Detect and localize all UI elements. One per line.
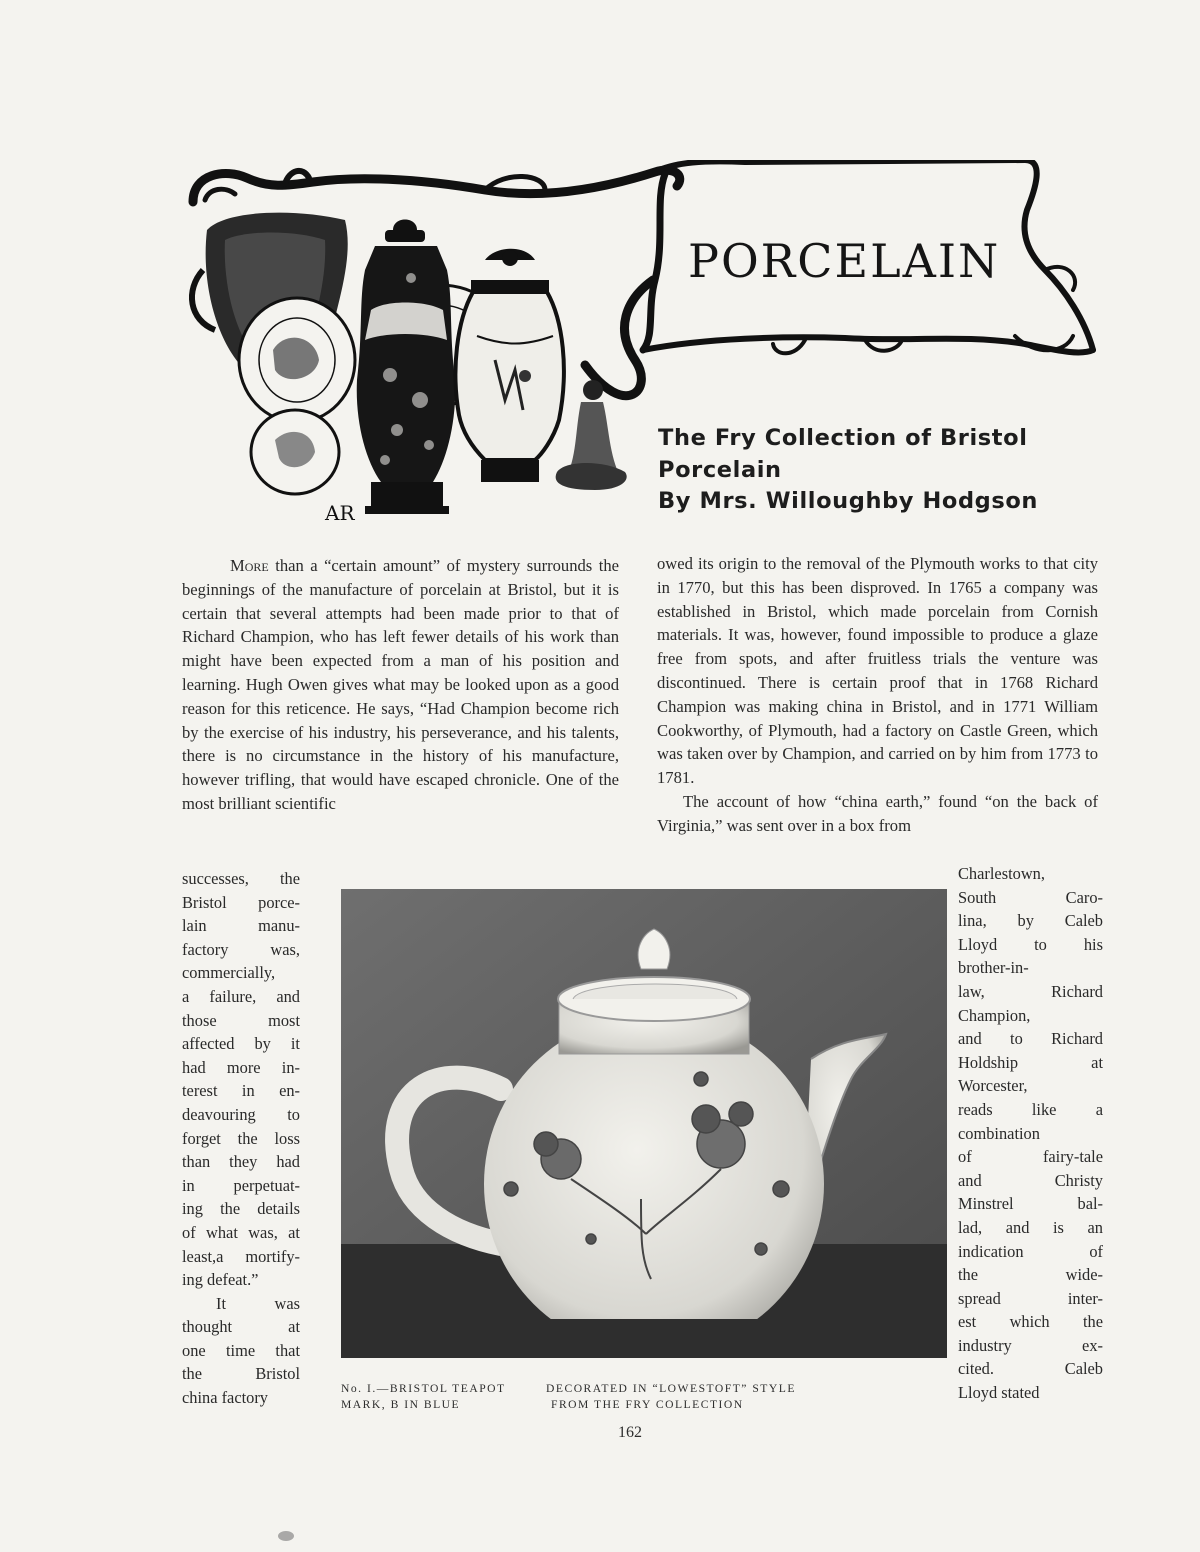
wrap-line-right: of fairy-tale — [958, 1147, 1103, 1167]
caption-line-2-right: FROM THE FRY COLLECTION — [551, 1398, 744, 1411]
wrap-text-left — [182, 867, 300, 1410]
body-column-left — [182, 554, 619, 816]
wrap-line-right: Lloyd stated — [958, 1383, 1040, 1403]
article-title — [658, 423, 1128, 518]
body-column-right — [657, 552, 1098, 838]
wrap-line-right: lad, and is an — [958, 1217, 1103, 1237]
wrap-line-right: Lloyd to his — [958, 934, 1103, 954]
wrap-line-left: the Bristol — [182, 1364, 300, 1384]
wrap-line-left: successes, the — [182, 869, 300, 888]
wrap-line-left: ing the details — [182, 1199, 300, 1219]
wrap-line-right: Holdship at — [958, 1052, 1103, 1072]
wrap-line-right: spread inter- — [958, 1288, 1103, 1308]
wrap-line-left: one time that — [182, 1340, 300, 1360]
wrap-line-right: combination — [958, 1123, 1040, 1143]
print-smudge — [278, 1531, 294, 1541]
wrap-line-left: china factory — [182, 1388, 269, 1408]
dark-vase-drawing — [357, 220, 456, 515]
wrap-line-left: Bristol porce- — [182, 892, 300, 912]
caption-line-1-left: No. I.—BRISTOL TEAPOT — [341, 1382, 506, 1395]
wrap-line-left: commercially, — [182, 963, 276, 983]
wrap-line-left: a failure, and — [182, 986, 300, 1006]
caption-line-2-left: MARK, B IN BLUE — [341, 1398, 461, 1411]
wrap-line-right: Worcester, — [958, 1076, 1028, 1096]
wrap-text-right — [958, 862, 1103, 1405]
right-column-paragraph-1: owed its origin to the removal of the Plymouth works to that city in 1770, but this has been disproved. In 1765 a company was established in Bristol, which made porcelain from Cornish materials. It was, however, found impossible to produce a glaze free from spots, and after fruitless trials the venture was discontinued. There is certain proof that in 1768 Richard Champion was making china in Bristol, and in 1771 William Cookworthy, of Plymouth, had a factory on Castle Green, which was taken over by Champion, and carried on by him from 1773 to 1781. — [657, 554, 1098, 788]
right-column-paragraph-2: The account of how “china earth,” found “on the back of Virginia,” was sent over in a box from — [657, 791, 1098, 835]
wrap-line-left: had more in- — [182, 1057, 300, 1077]
wrap-line-right: Charlestown, — [958, 864, 1045, 883]
wrap-line-left: than they had — [182, 1152, 300, 1172]
wrap-line-left: thought at — [182, 1317, 300, 1337]
figure-caption — [341, 1381, 851, 1413]
wrap-line-right: brother-in- — [958, 958, 1029, 978]
wrap-line-left: factory was, — [182, 939, 300, 959]
wrap-line-left: of what was, at — [182, 1222, 300, 1242]
wrap-line-right: reads like a — [958, 1099, 1103, 1119]
wrap-line-left: deavouring to — [182, 1104, 300, 1124]
wrap-line-right: indication of — [958, 1241, 1103, 1261]
wrap-line-left: forget the loss — [182, 1128, 300, 1148]
wrap-line-left: those most — [182, 1010, 300, 1030]
wrap-line-right: the wide- — [958, 1265, 1103, 1285]
wrap-line-left: It was — [216, 1293, 300, 1313]
wrap-line-right: est which the — [958, 1312, 1103, 1332]
wrap-line-left: ing defeat.” — [182, 1270, 259, 1290]
wrap-line-right: Minstrel bal- — [958, 1194, 1103, 1214]
drop-lead-word: More — [230, 556, 269, 575]
wrap-line-right: and to Richard — [958, 1029, 1103, 1049]
teapot-photo-art — [341, 889, 947, 1358]
wrap-line-right: South Caro- — [958, 887, 1103, 907]
wrap-line-left: least,a mortify- — [182, 1246, 300, 1266]
wrap-line-right: and Christy — [958, 1170, 1103, 1190]
caption-line-1-right: DECORATED IN “LOWESTOFT” STYLE — [546, 1382, 796, 1395]
wrap-line-left: in perpetuat- — [182, 1175, 300, 1195]
article-byline: By Mrs. Willoughby Hodgson — [658, 488, 1039, 514]
wrap-line-left: terest in en- — [182, 1081, 300, 1101]
page-number: 162 — [618, 1424, 642, 1441]
light-vase-drawing — [455, 249, 563, 482]
wrap-line-right: lina, by Caleb — [958, 911, 1103, 931]
article-title-line-2: Porcelain — [658, 456, 782, 483]
banner-title: PORCELAIN — [688, 234, 1001, 288]
artist-monogram: AR — [325, 501, 355, 525]
teapot-photograph — [341, 889, 947, 1358]
wrap-line-right: Champion, — [958, 1005, 1031, 1025]
article-title-line-1: The Fry Collection of Bristol — [658, 425, 1028, 451]
wrap-line-right: cited. Caleb — [958, 1359, 1103, 1379]
wrap-line-left: lain manu- — [182, 916, 300, 936]
wrap-line-left: affected by it — [182, 1034, 300, 1054]
left-column-text: than a “certain amount” of mystery surrounds the beginnings of the manufacture of porcelain at Bristol, but it is certain that several attempts had been made prior to that of Richard Champion, who has left fewer details of his work than might have been expected from a man of his position and learning. Hugh Owen gives what may be looked upon as a good reason for this reticence. He says, “Had Champion become rich by the exercise of his industry, his perseverance, and his talents, there is no circumstance in the history of his manufacture, however trifling, that would have escaped chronicle. One of the most brilliant scientific — [182, 556, 619, 813]
wrap-line-right: industry ex- — [958, 1335, 1103, 1355]
wrap-line-right: law, Richard — [958, 981, 1103, 1001]
